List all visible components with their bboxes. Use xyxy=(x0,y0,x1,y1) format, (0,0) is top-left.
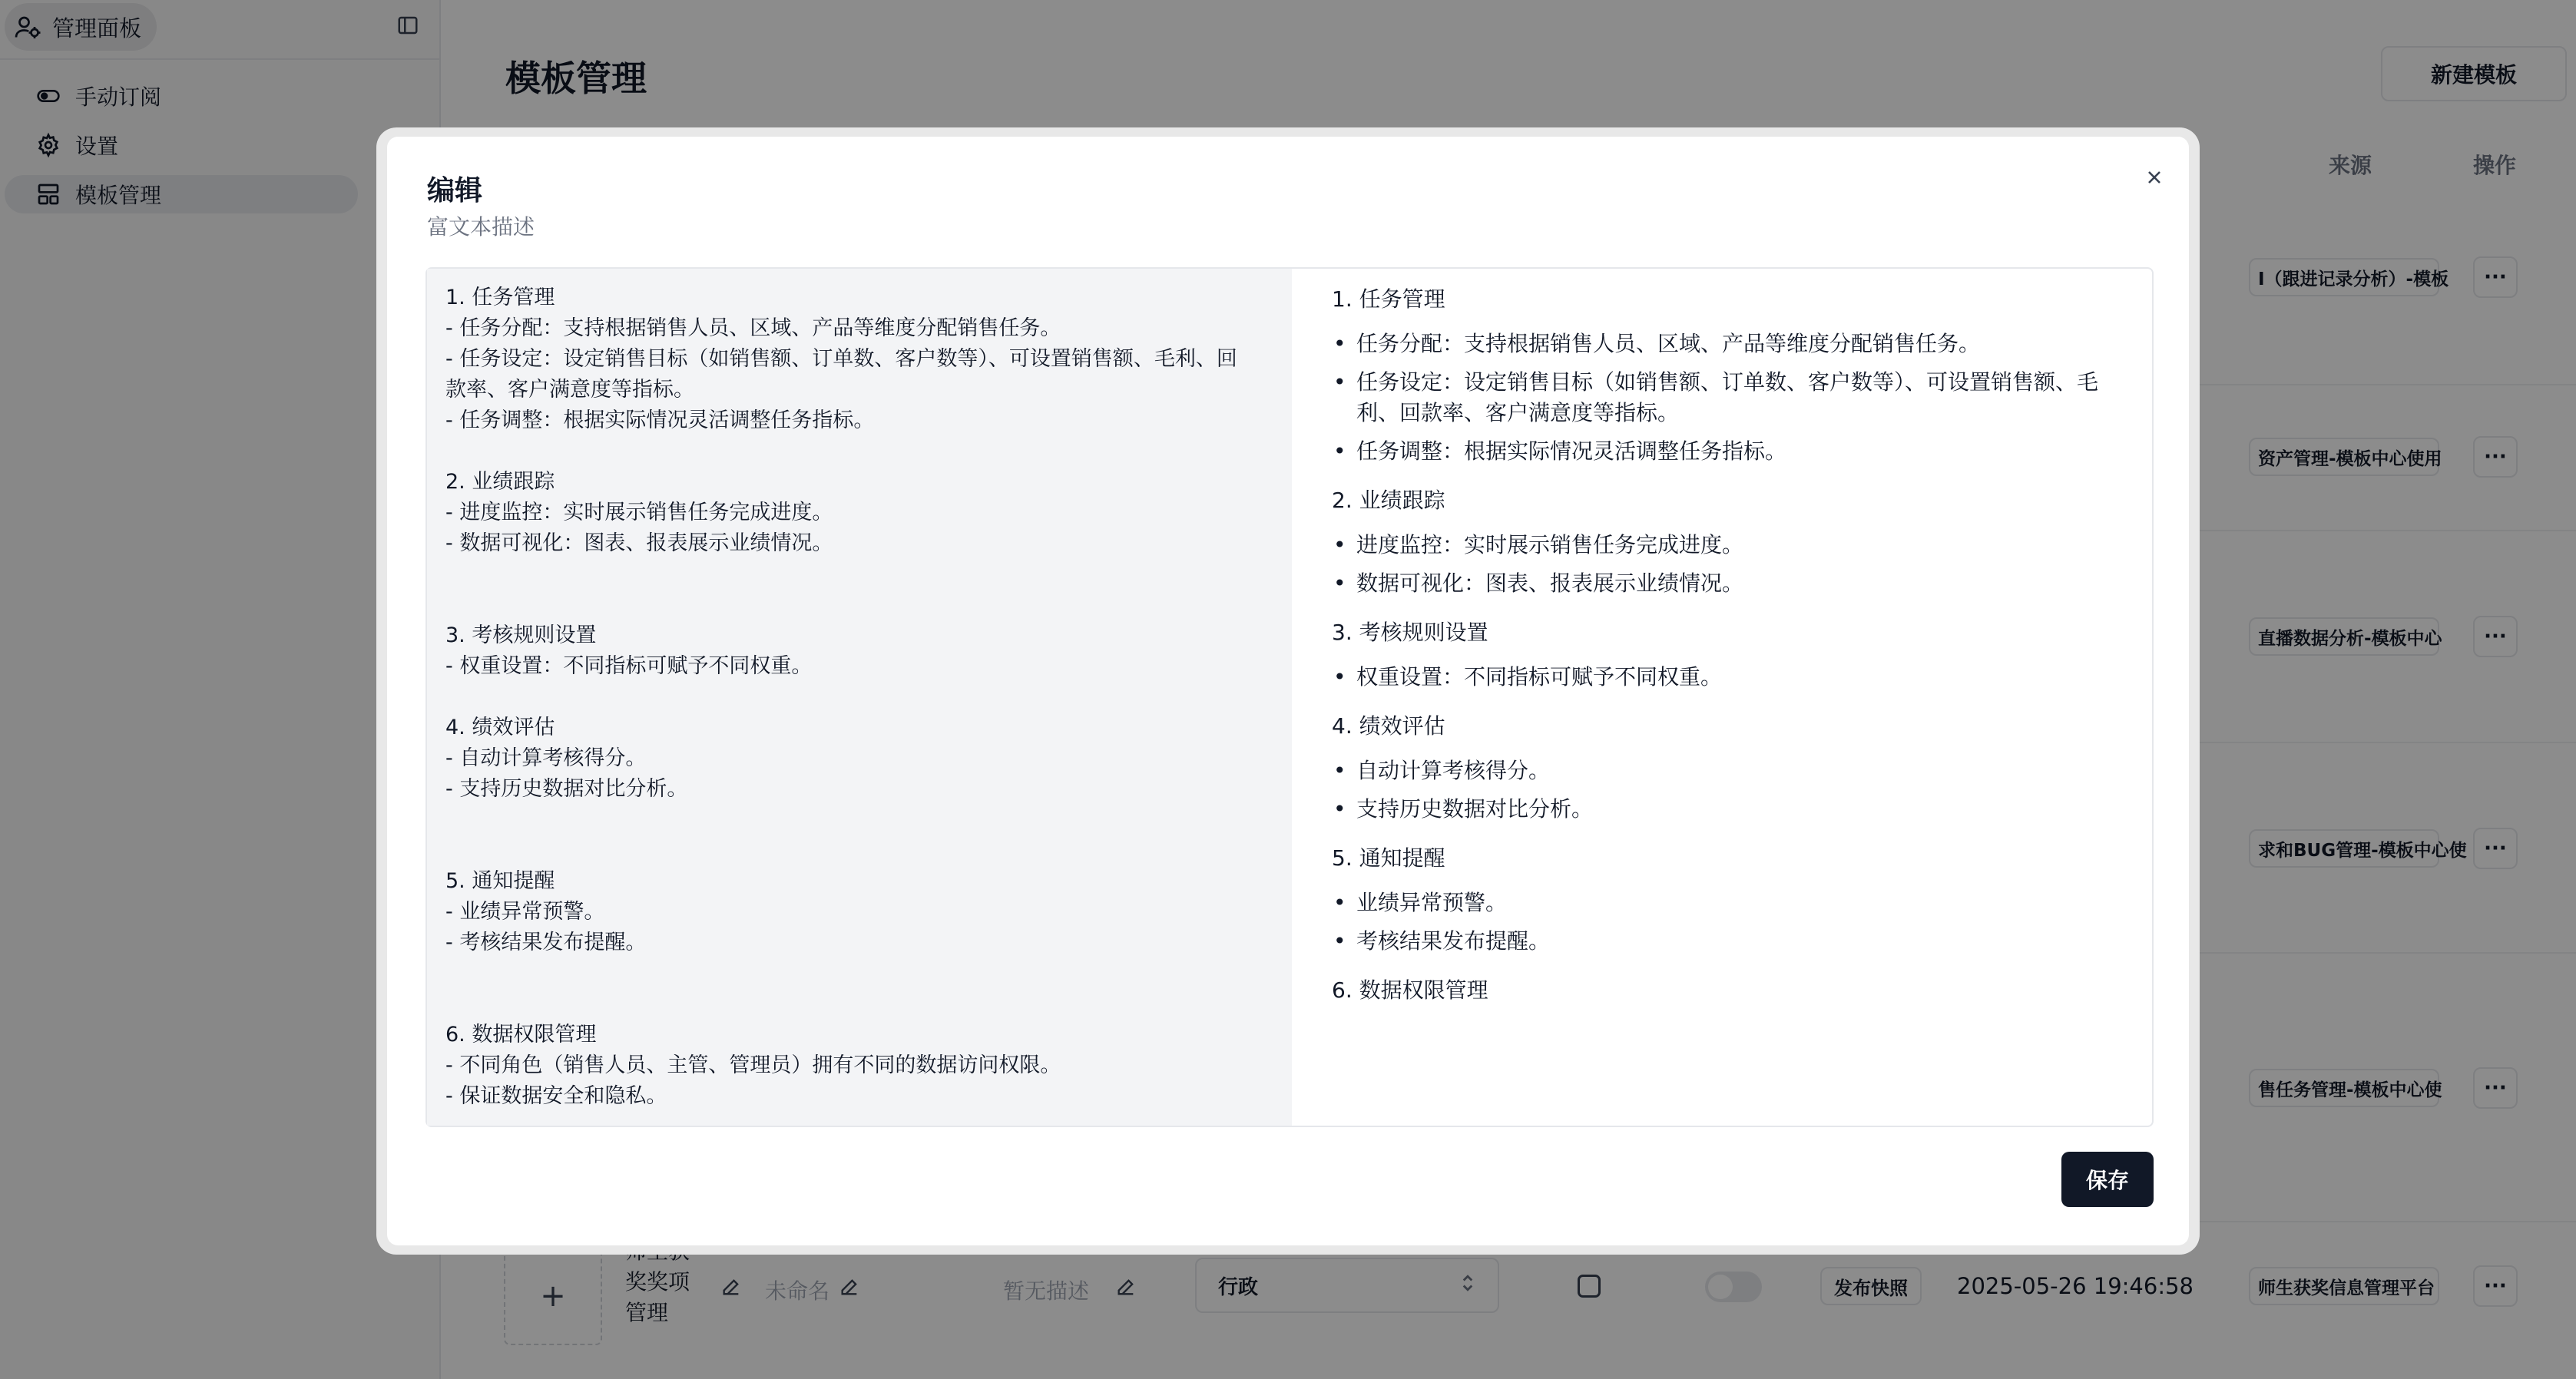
add-image-button[interactable]: + xyxy=(504,1247,602,1345)
source-tag[interactable]: 师生获奖信息管理平台 xyxy=(2249,1267,2439,1305)
source-line: 6. 数据权限管理 xyxy=(445,1023,597,1047)
preview-heading: 3. 考核规则设置 xyxy=(1332,620,1488,645)
sidebar-item-label: 设置 xyxy=(75,134,119,159)
preview-list-item: • 进度监控：实时展示销售任务完成进度。 xyxy=(1356,530,2112,561)
preview-heading: 6. 数据权限管理 xyxy=(1332,977,1488,1003)
datetime-text: 2025-05-26 19:46:58 xyxy=(1957,1273,2194,1299)
dialog-subtitle: 富文本描述 xyxy=(427,214,535,240)
source-line: - 不同角色（销售人员、主管、管理员）拥有不同的数据访问权限。 xyxy=(445,1053,1061,1077)
source-line xyxy=(445,805,1273,835)
preview-list-item: • 考核结果发布提醒。 xyxy=(1356,926,2112,957)
more-actions-button[interactable]: ··· xyxy=(2473,436,2518,478)
source-tag[interactable]: I（跟进记录分析）-模板 xyxy=(2249,258,2439,296)
source-line xyxy=(445,958,1273,989)
preview-list-item: • 任务调整：根据实际情况灵活调整任务指标。 xyxy=(1356,436,2112,467)
edit-dialog xyxy=(387,137,2189,1245)
publish-snapshot-button[interactable]: 发布快照 xyxy=(1820,1267,1922,1305)
dialog-title: 编辑 xyxy=(427,175,483,207)
preview-list-item: • 自动计算考核得分。 xyxy=(1356,756,2112,786)
preview-heading: 5. 通知提醒 xyxy=(1332,845,1445,871)
close-icon[interactable] xyxy=(2138,161,2170,193)
source-line: - 进度监控：实时展示销售任务完成进度。 xyxy=(445,501,833,524)
preview-list-item: • 数据可视化：图表、报表展示业绩情况。 xyxy=(1356,568,2112,599)
source-line xyxy=(445,682,1273,713)
source-line: 2. 业绩跟踪 xyxy=(445,470,555,494)
more-actions-button[interactable]: ··· xyxy=(2473,1265,2518,1307)
source-line: 5. 通知提醒 xyxy=(445,869,555,893)
source-line: - 业绩异常预警。 xyxy=(445,900,605,924)
sidebar-item-label: 手动订阅 xyxy=(75,84,162,110)
preview-list-item: • 权重设置：不同指标可赋予不同权重。 xyxy=(1356,662,2112,693)
source-line: - 任务设定：设定销售目标（如销售额、订单数、客户数等）、可设置销售额、毛利、回 xyxy=(445,347,1237,371)
preview-list xyxy=(1332,756,2112,825)
sidebar-item-label: 模板管理 xyxy=(75,183,162,208)
more-actions-button[interactable]: ··· xyxy=(2473,1067,2518,1109)
source-line: - 保证数据安全和隐私。 xyxy=(445,1084,667,1108)
source-line: - 任务分配：支持根据销售人员、区域、产品等维度分配销售任务。 xyxy=(445,316,1061,340)
markdown-source-textarea[interactable] xyxy=(427,269,1292,1126)
brand-label: 管理面板 xyxy=(52,15,142,41)
source-tag[interactable]: 资产管理-模板中心使用 xyxy=(2249,438,2439,476)
source-line: 3. 考核规则设置 xyxy=(445,623,597,647)
preview-list xyxy=(1332,329,2112,467)
preview-list-item: • 任务分配：支持根据销售人员、区域、产品等维度分配销售任务。 xyxy=(1356,329,2112,359)
source-tag[interactable]: 求和BUG管理-模板中心使 xyxy=(2249,829,2439,868)
category-value: 行政 xyxy=(1218,1275,1259,1299)
more-actions-button[interactable]: ··· xyxy=(2473,828,2518,869)
preview-list-item: • 任务设定：设定销售目标（如销售额、订单数、客户数等）、可设置销售额、毛利、回款率、客户满意度等指标。 xyxy=(1356,367,2112,428)
preview-list-item: • 支持历史数据对比分析。 xyxy=(1356,794,2112,825)
source-line xyxy=(445,590,1273,620)
source-line xyxy=(445,559,1273,590)
source-line: - 任务调整：根据实际情况灵活调整任务指标。 xyxy=(445,408,875,432)
page-title: 模板管理 xyxy=(505,58,647,99)
save-button[interactable]: 保存 xyxy=(2061,1152,2154,1207)
source-line: 款率、客户满意度等指标。 xyxy=(445,378,694,402)
template-name: 奖奖项管理 xyxy=(625,1269,690,1325)
column-header-source: 来源 xyxy=(2329,153,2372,178)
markdown-preview xyxy=(1292,269,2152,1126)
source-tag[interactable]: 售任务管理-模板中心使 xyxy=(2249,1069,2439,1107)
source-line xyxy=(445,989,1273,1020)
source-line: 4. 绩效评估 xyxy=(445,716,555,739)
preview-heading: 2. 业绩跟踪 xyxy=(1332,488,1445,513)
preview-heading: 4. 绩效评估 xyxy=(1332,713,1445,739)
rich-text-editor xyxy=(425,267,2154,1127)
preview-list xyxy=(1332,662,2112,693)
preview-list xyxy=(1332,888,2112,957)
source-line xyxy=(445,835,1273,866)
more-actions-button[interactable]: ··· xyxy=(2473,256,2518,298)
source-tag[interactable]: 直播数据分析-模板中心 xyxy=(2249,617,2439,656)
preview-list-item: • 业绩异常预警。 xyxy=(1356,888,2112,918)
source-line xyxy=(445,436,1273,467)
unnamed-label: 未命名 xyxy=(765,1278,830,1304)
column-header-action: 操作 xyxy=(2473,153,2517,178)
source-line: - 权重设置：不同指标可赋予不同权重。 xyxy=(445,654,813,678)
preview-heading: 1. 任务管理 xyxy=(1332,286,1445,312)
description-text: 暂无描述 xyxy=(1003,1278,1090,1304)
source-line: - 数据可视化：图表、报表展示业绩情况。 xyxy=(445,531,833,555)
more-actions-button[interactable]: ··· xyxy=(2473,616,2518,657)
preview-list xyxy=(1332,530,2112,599)
new-template-button[interactable]: 新建模板 xyxy=(2381,46,2567,101)
source-line: - 支持历史数据对比分析。 xyxy=(445,777,688,801)
source-line: - 考核结果发布提醒。 xyxy=(445,931,647,954)
source-line: - 自动计算考核得分。 xyxy=(445,746,647,770)
source-line: 1. 任务管理 xyxy=(445,286,555,309)
